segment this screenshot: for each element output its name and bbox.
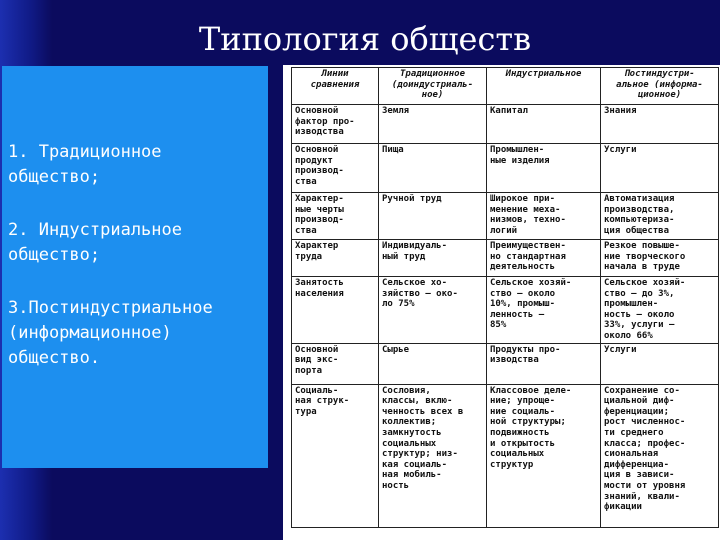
table-cell: Пища <box>379 144 487 193</box>
table-header-row <box>292 68 719 105</box>
table-cell: Основной вид экс- порта <box>292 343 379 384</box>
list-item-traditional: 1. Традиционное общество; <box>8 142 162 187</box>
table-cell: Резкое повыше- ние творческого начала в труде <box>601 240 719 277</box>
table-cell: Широкое при- менение меха- низмов, техно- логий <box>487 193 601 240</box>
table-row <box>292 193 719 240</box>
table-cell: Сельское хо- зяйство — око- ло 75% <box>379 277 487 344</box>
table-cell: Сельское хозяй- ство — около 10%, промыш- ленность — 85% <box>487 277 601 344</box>
table-cell: Услуги <box>601 343 719 384</box>
table-cell: Основной продукт производ- ства <box>292 144 379 193</box>
table-cell: Индивидуаль- ный труд <box>379 240 487 277</box>
table-cell: Преимуществен- но стандартная деятельность <box>487 240 601 277</box>
table-cell: Характер труда <box>292 240 379 277</box>
table-cell: Характер- ные черты производ- ства <box>292 193 379 240</box>
table-row <box>292 343 719 384</box>
page-title: Типология обществ <box>198 20 532 58</box>
table-cell: Сельское хозяй- ство — до 3%, промышлен- ность — около 33%, услуги — около 66% <box>601 277 719 344</box>
society-types-list <box>2 66 268 468</box>
header-criteria: Линии сравнения <box>292 68 379 105</box>
table-cell: Продукты про- изводства <box>487 343 601 384</box>
table-cell: Классовое деле- ние; упроще- ние социаль- ной структуры; подвижность и открытость социальных структур <box>487 384 601 527</box>
comparison-table-image <box>283 65 720 540</box>
table-cell: Знания <box>601 105 719 144</box>
table-cell: Автоматизация производства, компьютериза- ция общества <box>601 193 719 240</box>
table-row <box>292 240 719 277</box>
table-cell: Промышлен- ные изделия <box>487 144 601 193</box>
table-cell: Земля <box>379 105 487 144</box>
table-row <box>292 277 719 344</box>
table-row <box>292 105 719 144</box>
table-cell: Сырье <box>379 343 487 384</box>
list-item-postindustrial: 3.Постиндустриальное (информационное) общество. <box>8 298 213 368</box>
table-cell: Сохранение со- циальной диф- ференциации; рост численнос- ти среднего класса; профес- сиональная дифференциа- ция в зависи- мости от уровня знаний, квали- фикации <box>601 384 719 527</box>
list-item-industrial: 2. Индустриальное общество; <box>8 220 182 265</box>
comparison-table <box>291 67 719 528</box>
table-cell: Сословия, классы, вклю- ченность всех в коллектив; замкнутость социальных структур; низ- кая социаль- ная мобиль- ность <box>379 384 487 527</box>
table-cell: Социаль- ная струк- тура <box>292 384 379 527</box>
table-row <box>292 144 719 193</box>
table-cell: Ручной труд <box>379 193 487 240</box>
header-industrial: Индустриальное <box>487 68 601 105</box>
header-traditional: Традиционное (доиндустриаль- ное) <box>379 68 487 105</box>
header-postindustrial: Постиндустри- альное (информа- ционное) <box>601 68 719 105</box>
table-cell: Капитал <box>487 105 601 144</box>
table-cell: Основной фактор про- изводства <box>292 105 379 144</box>
table-cell: Занятость населения <box>292 277 379 344</box>
table-row <box>292 384 719 527</box>
table-cell: Услуги <box>601 144 719 193</box>
